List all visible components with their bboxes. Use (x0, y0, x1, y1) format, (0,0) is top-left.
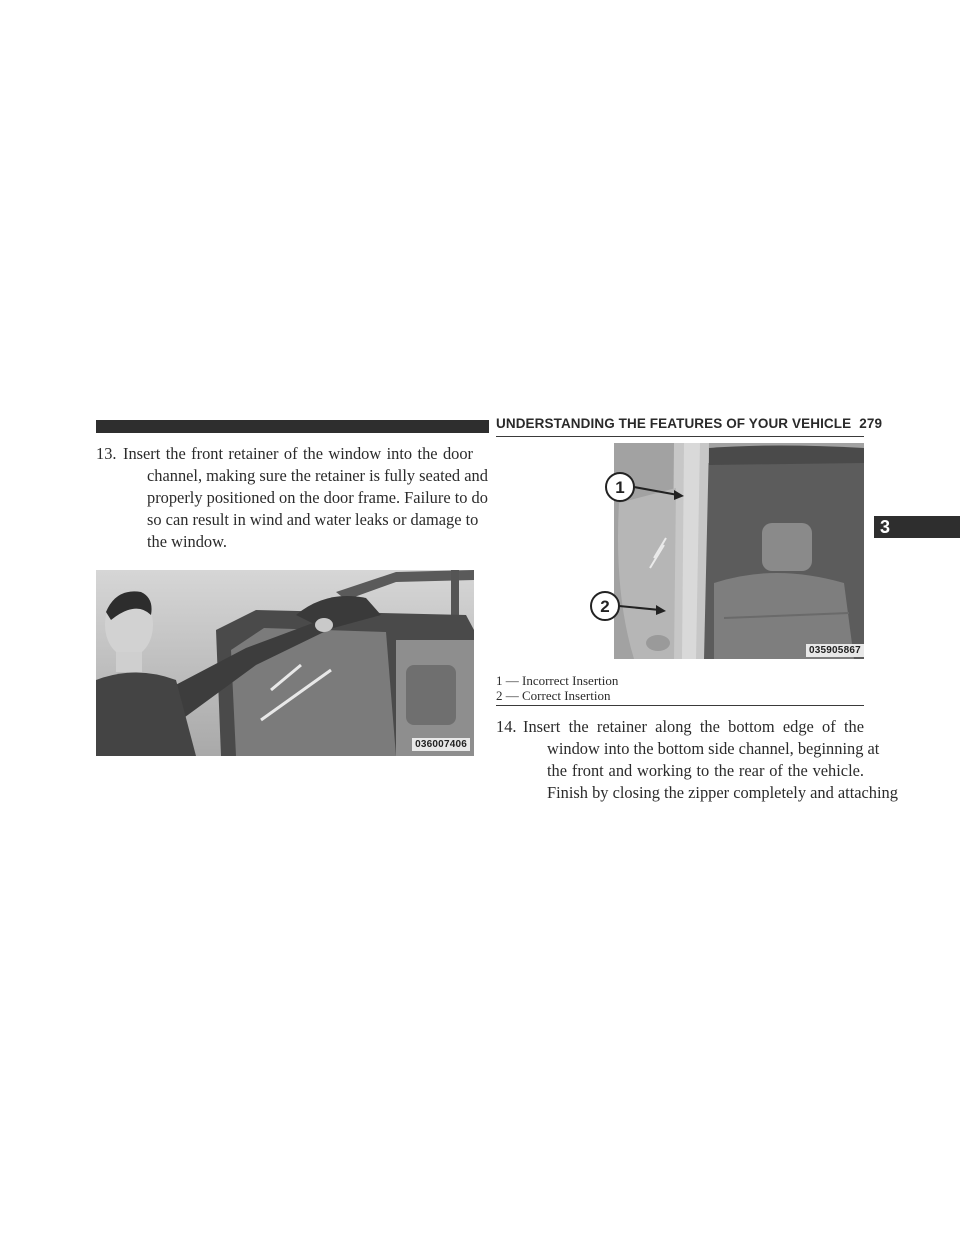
step-line: window into the bottom side channel, beginning at (547, 739, 880, 758)
running-header (496, 416, 883, 431)
illustration-person-at-door (96, 570, 474, 756)
chapter-tab: 3 (874, 516, 960, 538)
step-line: Insert the retainer along the bottom edge of the (523, 717, 864, 736)
step-13 (96, 443, 488, 553)
step-number: 13. (96, 444, 117, 463)
step-line: Insert the front retainer of the window into the door (123, 444, 473, 463)
step-number: 14. (496, 717, 517, 736)
page-number: 279 (859, 416, 883, 431)
figure-code: 036007406 (412, 738, 470, 751)
caption-2: 2 — Correct Insertion (496, 688, 611, 703)
callout-1-label: 1 (615, 478, 625, 497)
header-rule (496, 436, 864, 437)
step-line: Finish by closing the zipper completely and attaching (547, 783, 898, 802)
header-bar (96, 420, 489, 433)
callout-2-label: 2 (600, 597, 610, 616)
caption-rule (496, 705, 864, 706)
step-line: the front and working to the rear of the vehicle. (547, 761, 864, 780)
step-line: the window. (147, 532, 227, 551)
step-line: properly positioned on the door frame. Failure to do (147, 488, 488, 507)
step-line: so can result in wind and water leaks or damage to (147, 510, 479, 529)
figure-code: 035905867 (806, 644, 864, 657)
step-line: channel, making sure the retainer is fully seated and (147, 466, 488, 485)
section-title: UNDERSTANDING THE FEATURES OF YOUR VEHICLE (496, 416, 852, 431)
figure-window-retainer (96, 570, 474, 756)
step-14 (496, 716, 898, 804)
caption-1: 1 — Incorrect Insertion (496, 673, 619, 688)
